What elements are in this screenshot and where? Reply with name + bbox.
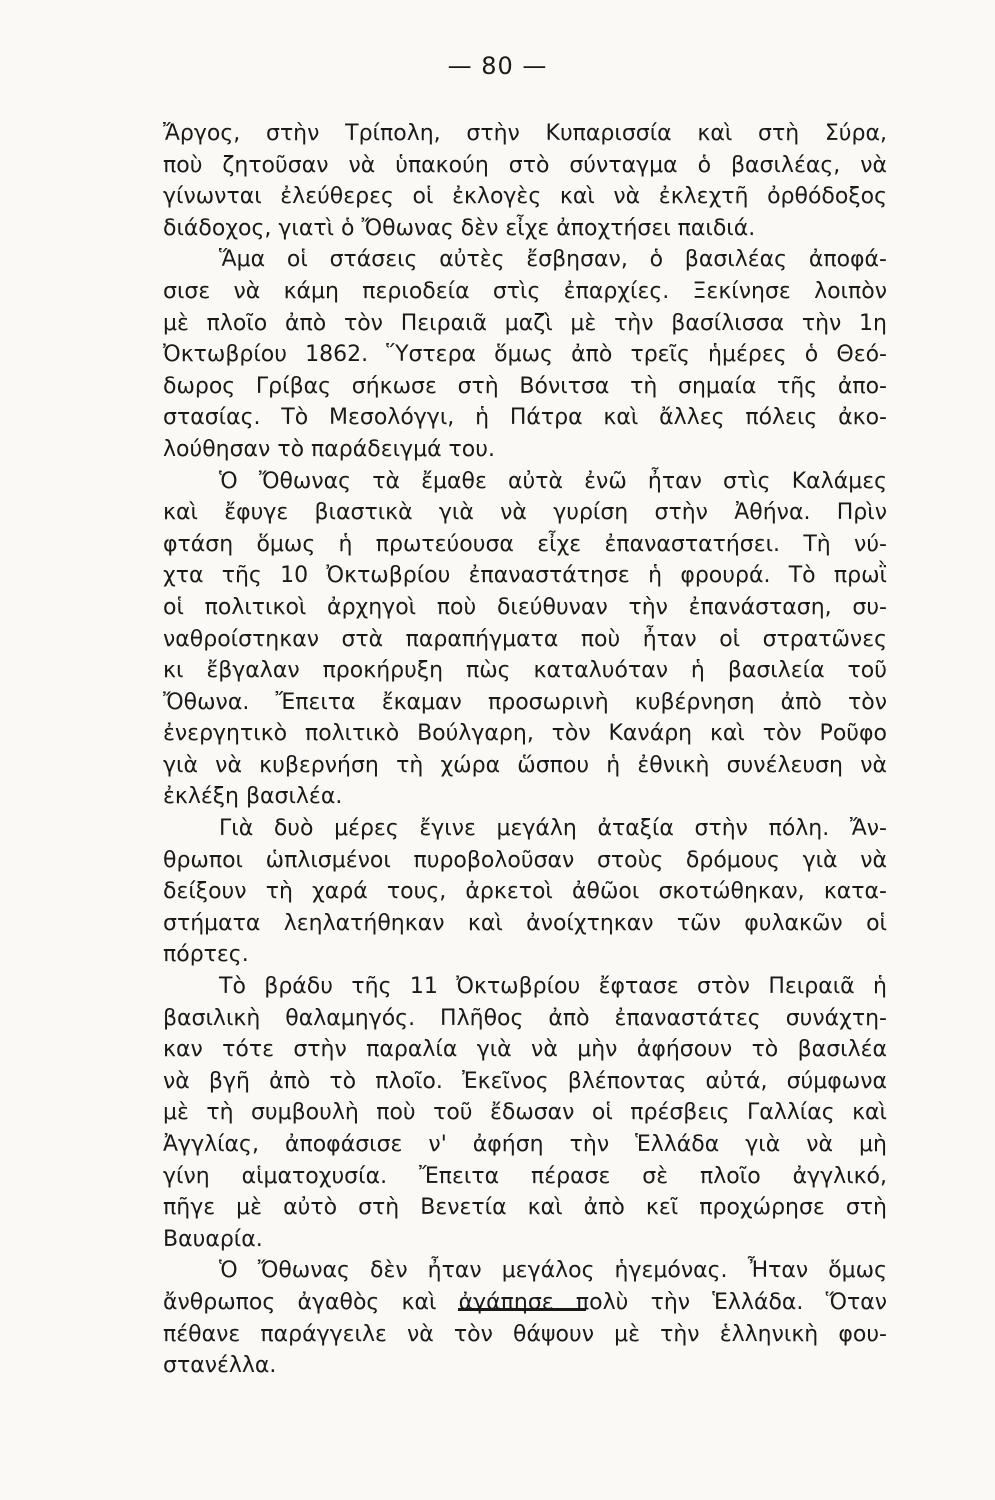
text-line: Γιὰ δυὸ μέρες ἔγινε μεγάλη ἀταξία στὴν πόλη. Ἄν- — [219, 816, 887, 842]
page-number: — 80 — — [447, 52, 548, 80]
text-line: στασίας. Τὸ Μεσολόγγι, ἡ Πάτρα καὶ ἄλλες πόλεις ἀκο- — [163, 405, 887, 431]
text-line: λούθησαν τὸ παράδειγμά του. — [163, 436, 495, 462]
text-line: μὲ πλοῖο ἀπὸ τὸν Πειραιᾶ μαζὶ μὲ τὴν βασίλισσα τὴν 1η — [163, 310, 887, 336]
text-line: γιὰ νὰ κυβερνήση τὴ χώρα ὥσπου ἡ ἐθνικὴ συνέλευση νὰ — [163, 752, 887, 778]
body-text — [163, 118, 887, 1382]
text-line: Τὸ βράδυ τῆς 11 Ὀκτωβρίου ἔφτασε στὸν Πειραιᾶ ἡ — [219, 974, 887, 1000]
text-line: στανέλλα. — [163, 1353, 277, 1379]
text-line: κι ἔβγαλαν προκήρυξη πὼς καταλυόταν ἡ βασιλεία τοῦ — [163, 658, 887, 684]
text-line: χτα τῆς 10 Ὀκτωβρίου ἐπαναστάτησε ἡ φρουρά. Τὸ πρωῒ — [163, 563, 887, 589]
text-line: βασιλικὴ θαλαμηγός. Πλῆθος ἀπὸ ἐπαναστάτες συνάχτη- — [163, 1005, 887, 1031]
text-line: νὰ βγῆ ἀπὸ τὸ πλοῖο. Ἐκεῖνος βλέποντας αὐτά, σύμφωνα — [163, 1068, 887, 1094]
text-line: καὶ ἔφυγε βιαστικὰ γιὰ νὰ γυρίση στὴν Ἀθήνα. Πρὶν — [163, 500, 887, 526]
text-line: Ἀγγλίας, ἀποφάσισε ν' ἀφήση τὴν Ἑλλάδα γιὰ νὰ μὴ — [163, 1132, 887, 1157]
text-line: πέθανε παράγγειλε νὰ τὸν θάψουν μὲ τὴν ἑλληνικὴ φου- — [163, 1321, 887, 1347]
text-line: ἄνθρωπος ἀγαθὸς καὶ ἀγάπησε πολὺ τὴν Ἑλλάδα. Ὅταν — [163, 1289, 887, 1315]
end-divider — [458, 1308, 586, 1311]
text-line: καν τότε στὴν παραλία γιὰ νὰ μὴν ἀφήσουν τὸ βασιλέα — [163, 1037, 887, 1063]
text-line: θρωποι ὡπλισμένοι πυροβολοῦσαν στοὺς δρόμους γιὰ νὰ — [163, 847, 887, 873]
text-line: Ὁ Ὄθωνας δὲν ἦταν μεγάλος ἡγεμόνας. Ἦταν ὅμως — [219, 1258, 887, 1284]
text-line: Ἅμα οἱ στάσεις αὐτὲς ἔσβησαν, ὁ βασιλέας ἀποφά- — [219, 247, 887, 273]
text-line: Ὄθωνα. Ἔπειτα ἔκαμαν προσωρινὴ κυβέρνηση ἀπὸ τὸν — [163, 689, 887, 715]
text-line: στήματα λεηλατήθηκαν καὶ ἀνοίχτηκαν τῶν φυλακῶν οἱ — [163, 910, 887, 936]
text-line: φτάση ὅμως ἡ πρωτεύουσα εἶχε ἐπαναστατήσει. Τὴ νύ- — [163, 531, 887, 557]
text-line: ἐνεργητικὸ πολιτικὸ Βούλγαρη, τὸν Κανάρη καὶ τὸν Ροῦφο — [163, 721, 887, 747]
text-line: Βαυαρία. — [163, 1226, 263, 1252]
text-line: οἱ πολιτικοὶ ἀρχηγοὶ ποὺ διεύθυναν τὴν ἐπανάσταση, συ- — [163, 594, 887, 620]
text-line: δείξουν τὴ χαρά τους, ἀρκετοὶ ἀθῶοι σκοτώθηκαν, κατα- — [163, 879, 887, 905]
text-line: μὲ τὴ συμβουλὴ ποὺ τοῦ ἔδωσαν οἱ πρέσβεις Γαλλίας καὶ — [163, 1100, 887, 1126]
text-line: γίνη αἱματοχυσία. Ἔπειτα πέρασε σὲ πλοῖο ἀγγλικό, — [163, 1163, 887, 1189]
text-line: ναθροίστηκαν στὰ παραπήγματα ποὺ ἦταν οἱ στρατῶνες — [163, 626, 887, 652]
text-line: ποὺ ζητοῦσαν νὰ ὑπακούη στὸ σύνταγμα ὁ βασιλέας, νὰ — [163, 152, 887, 178]
text-line: σισε νὰ κάμη περιοδεία στὶς ἐπαρχίες. Ξεκίνησε λοιπὸν — [163, 278, 887, 304]
text-line: πῆγε μὲ αὐτὸ στὴ Βενετία καὶ ἀπὸ κεῖ προχώρησε στὴ — [163, 1195, 887, 1221]
text-line: ἐκλέξη βασιλέα. — [163, 784, 343, 810]
text-line: διάδοχος, γιατὶ ὁ Ὄθωνας δὲν εἶχε ἀποχτήσει παιδιά. — [163, 215, 756, 241]
text-line: Ὁ Ὄθωνας τὰ ἔμαθε αὐτὰ ἐνῶ ἦταν στὶς Καλάμες — [219, 468, 887, 494]
text-line: Ἄργος, στὴν Τρίπολη, στὴν Κυπαρισσία καὶ στὴ Σύρα, — [163, 121, 887, 146]
text-line: Ὀκτωβρίου 1862. Ὕστερα ὅμως ἀπὸ τρεῖς ἡμέρες ὁ Θεό- — [163, 342, 887, 368]
text-line: δωρος Γρίβας σήκωσε στὴ Βόνιτσα τὴ σημαία τῆς ἀπο- — [163, 373, 887, 399]
text-line: πόρτες. — [163, 942, 249, 968]
text-line: γίνωνται ἐλεύθερες οἱ ἐκλογὲς καὶ νὰ ἐκλεχτῆ ὀρθόδοξος — [163, 184, 887, 210]
